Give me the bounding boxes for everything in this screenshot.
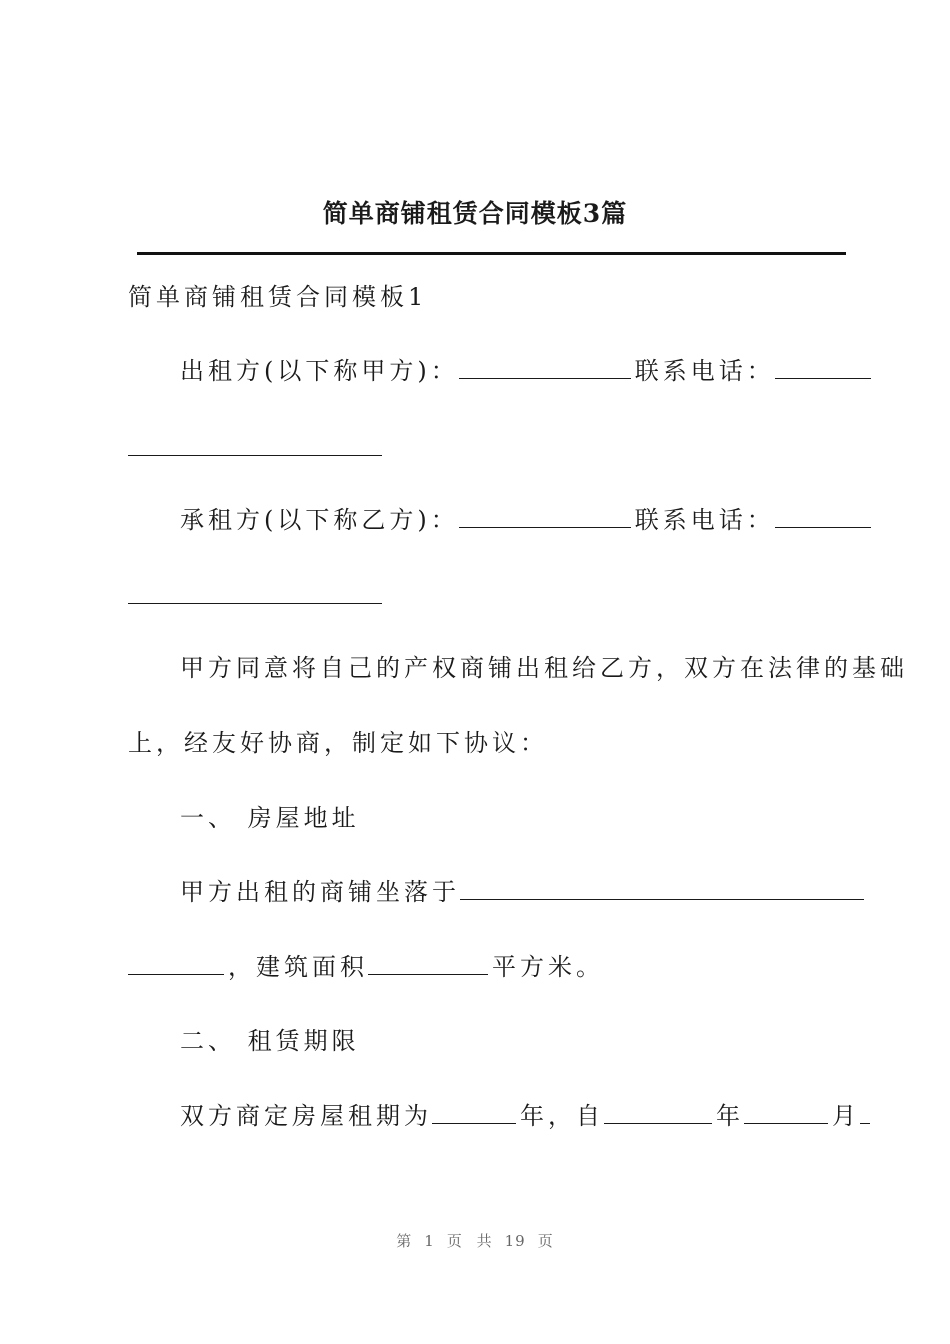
- lessor-phone-blank[interactable]: [775, 354, 871, 379]
- lessee-phone-blank-continued[interactable]: [128, 603, 382, 604]
- lessee-name-blank[interactable]: [459, 503, 631, 528]
- start-month-blank[interactable]: [744, 1099, 828, 1124]
- area-blank[interactable]: [368, 950, 488, 975]
- intro-line-1: 甲方同意将自己的产权商铺出租给乙方，双方在法律的基础: [180, 654, 908, 682]
- footer-middle: 页 共: [446, 1232, 493, 1250]
- lessor-phone-blank-continued[interactable]: [128, 455, 382, 456]
- area-unit: 平方米。: [492, 953, 604, 981]
- start-year-text: 年: [716, 1102, 744, 1130]
- lessor-phone-label: 联系电话：: [634, 357, 775, 385]
- lessee-label: 承租方(以下称乙方)：: [180, 506, 459, 534]
- start-year-blank[interactable]: [604, 1099, 712, 1124]
- term-years-blank[interactable]: [432, 1099, 516, 1124]
- clause-1-area-line: [128, 950, 604, 984]
- clause-1-heading: 一、 房屋地址: [180, 804, 360, 832]
- term-label: 双方商定房屋租期为: [180, 1102, 432, 1130]
- footer-current-page: 1: [424, 1232, 435, 1250]
- lessor-line: [180, 354, 875, 388]
- clause-1-address-label: 甲方出租的商铺坐落于: [180, 878, 460, 906]
- page-footer: [0, 1230, 950, 1251]
- term-years-text: 年，自: [520, 1102, 604, 1130]
- lessor-name-blank[interactable]: [459, 354, 631, 379]
- footer-prefix: 第: [396, 1232, 413, 1250]
- intro-line-2: 上，经友好协商，制定如下协议：: [128, 729, 548, 757]
- start-day-blank[interactable]: [860, 1099, 870, 1124]
- lessee-phone-blank[interactable]: [775, 503, 871, 528]
- lessor-label: 出租方(以下称甲方)：: [180, 357, 459, 385]
- footer-total-pages: 19: [504, 1232, 526, 1250]
- lessee-line: [180, 503, 875, 537]
- address-blank[interactable]: [460, 875, 864, 900]
- document-title: 简单商铺租赁合同模板3篇: [322, 199, 628, 228]
- clause-2-term-line: [180, 1099, 870, 1133]
- title-divider: [137, 252, 846, 255]
- area-label: ，建筑面积: [228, 953, 368, 981]
- lessee-phone-label: 联系电话：: [634, 506, 775, 534]
- footer-suffix: 页: [537, 1232, 554, 1250]
- clause-1-address-line: [180, 875, 868, 909]
- section-heading: 简单商铺租赁合同模板1: [128, 283, 428, 311]
- address-blank-continued[interactable]: [128, 950, 224, 975]
- start-month-text: 月: [832, 1102, 860, 1130]
- clause-2-heading: 二、 租赁期限: [180, 1027, 360, 1055]
